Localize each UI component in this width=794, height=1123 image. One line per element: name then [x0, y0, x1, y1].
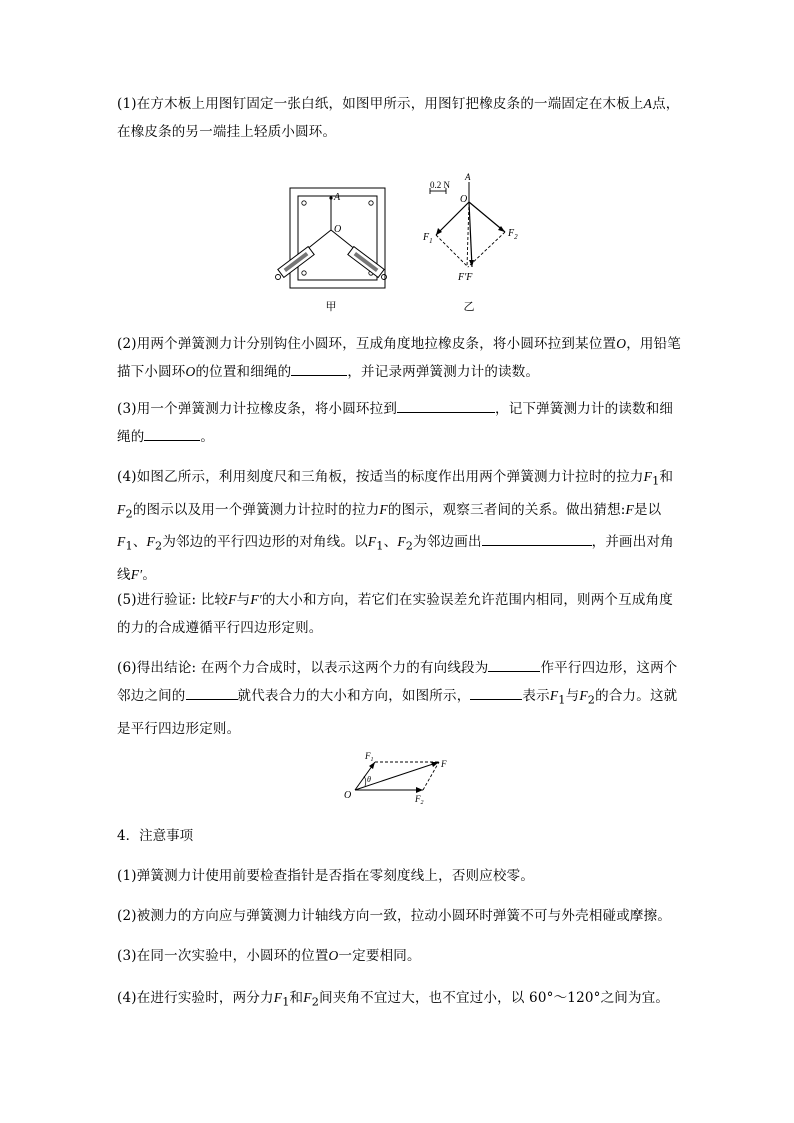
answer-blank[interactable] — [291, 361, 347, 376]
yi-label-a: A — [465, 172, 471, 182]
figure-yi — [422, 172, 518, 313]
fig2-label-f: F — [441, 759, 447, 769]
fig2-label-o: O — [344, 790, 352, 801]
note-2: (2)被测力的方向应与弹簧测力计轴线方向一致，拉动小圆环时弹簧不可与外壳相碰或摩擦。 — [117, 908, 672, 924]
paragraph-2: (2)用两个弹簧测力计分别钩住小圆环，互成角度地拉橡皮条，将小圆环拉到某位置O，用铅笔描下小圆环O的位置和细绳的 ，并记录两弹簧测力计的读数。 — [117, 336, 681, 380]
fig2-label-f2: $F_2$ — [415, 794, 424, 806]
paragraph-4: (4)如图乙所示，利用刻度尺和三角板，按适当的标度作出用两个弹簧测力计拉时的拉力$F_1$和$F_2$的图示以及用一个弹簧测力计拉时的拉力F的图示，观察三者间的关系。做出猜想:F是以$F_1$、$F_2$为邻边的平行四边形的对角线。以$F_1$、$F_2$为邻边画出 ，并画出对角线F′。 — [117, 469, 674, 584]
answer-blank[interactable] — [186, 685, 238, 700]
note-4: (4)在进行实验时，两分力$F_1$和$F_2$间夹角不宜过大，也不宜过小，以 60°～120°之间为宜。 — [117, 990, 670, 1009]
jia-caption: 甲 — [325, 300, 337, 313]
yi-scale-label: 0.2 N — [430, 180, 450, 190]
paragraph-3: (3)用一个弹簧测力计拉橡皮条，将小圆环拉到 ，记下弹簧测力计的读数和细绳的 。 — [117, 395, 682, 451]
paragraph-6: (6)得出结论: 在两个力合成时，以表示这两个力的有向线段为 作平行四边形，这两个邻边之间的 就代表合力的大小和方向，如图所示， 表示$F_1$与$F_2$的合力。这就是平行四边形定则。 — [117, 654, 682, 743]
answer-blank[interactable] — [144, 426, 200, 441]
figure-parallelogram — [335, 748, 465, 808]
section-4-heading: 4．注意事项 — [117, 828, 194, 844]
figure-jia-yi — [270, 170, 540, 320]
yi-label-f2: $F_2$ — [508, 228, 518, 241]
paragraph-1: (1)在方木板上用图钉固定一张白纸，如图甲所示，用图钉把橡皮条的一端固定在木板上A点，在橡皮条的另一端挂上轻质小圆环。 — [117, 96, 680, 140]
note-3: (3)在同一次实验中，小圆环的位置O一定要相同。 — [117, 948, 421, 964]
answer-blank[interactable] — [488, 657, 540, 672]
fig2-label-f1: $F_1$ — [365, 751, 374, 763]
answer-blank[interactable] — [482, 531, 592, 546]
answer-blank[interactable] — [470, 685, 522, 700]
yi-label-fprime-f: F′F — [458, 272, 473, 283]
jia-label-a: A — [334, 192, 341, 203]
yi-label-f1: $F_1$ — [423, 232, 433, 245]
fig2-label-theta: θ — [367, 775, 371, 784]
yi-label-o: O — [460, 194, 468, 205]
paragraph-5: (5)进行验证: 比较F与F′的大小和方向，若它们在实验误差允许范围内相同，则两个互成角度的力的合成遵循平行四边形定则。 — [117, 592, 673, 636]
answer-blank[interactable] — [397, 398, 495, 413]
yi-caption: 乙 — [463, 300, 475, 313]
note-1: (1)弹簧测力计使用前要检查指针是否指在零刻度线上，否则应校零。 — [117, 868, 535, 884]
figure-jia — [276, 188, 387, 313]
jia-label-o: O — [334, 224, 342, 235]
